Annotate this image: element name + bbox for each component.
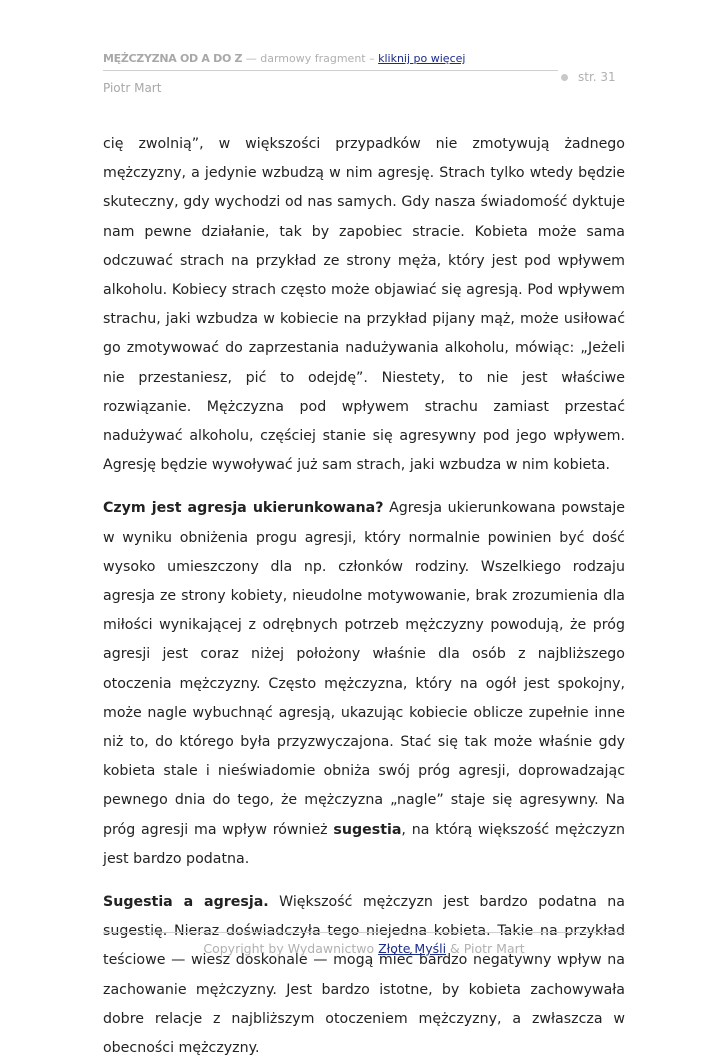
header-rule <box>103 70 558 71</box>
paragraph-2-bold: sugestia <box>333 821 402 838</box>
paragraph-3-text: Większość mężczyzn jest bardzo podatna na sugestię. Nieraz doświadczyła tego niejedna kobieta. Takie na przykład teściowe — wiesz doskonale — mogą mieć bardzo negatywny wpływ na zachowanie mężczyzny. Jest bardzo istotne, by kobieta zachowywała dobre relacje z najbliższym otoczeniem mężczyzny, a zwłaszcza w obecności mężczyzny. <box>103 894 625 1057</box>
header-dash: — <box>245 52 257 65</box>
bullet-icon <box>561 74 568 81</box>
page-footer <box>0 941 728 956</box>
paragraph-2 <box>103 494 625 874</box>
page-number: str. 31 <box>578 70 616 84</box>
page-header <box>103 52 623 65</box>
publisher-link[interactable]: Złote Myśli <box>378 941 447 956</box>
paragraph-3 <box>103 888 625 1063</box>
paragraph-3-heading: Sugestia a agresja. <box>103 894 269 911</box>
more-link[interactable]: kliknij po więcej <box>378 52 466 65</box>
paragraph-1-text: cię zwolnią”, w większości przypadków nie zmotywują żadnego mężczyzny, a jedynie wzbudzą w nim agresję. Strach tylko wtedy będzie skuteczny, gdy wychodzi od nas samych. Gdy nasza świadomość dyktuje nam pewne działanie, tak by zapobiec stracie. Kobieta może sama odczuwać strach na przykład ze strony męża, który jest pod wpływem alkoholu. Kobiecy strach często może objawiać się agresją. Pod wpływem strachu, jaki wzbudza w kobiecie na przykład pijany mąż, może usiłować go zmotywować do zaprzestania nadużywania alkoholu, mówiąc: „Jeżeli nie przestaniesz, pić to odejdę”. Niestety, to nie jest właściwe rozwiązanie. Mężczyzna pod wpływem strachu zamiast przestać nadużywać alkoholu, częściej stanie się agresywny pod jego wpływem. Agresję będzie wywoływać już sam strach, jaki wzbudza w nim kobieta. <box>103 136 625 474</box>
footer-rule <box>103 932 625 933</box>
header-line <box>103 52 623 65</box>
header-author: Piotr Mart <box>103 81 162 95</box>
copyright-suffix: & Piotr Mart <box>446 941 525 956</box>
fragment-label: darmowy fragment – <box>260 52 375 65</box>
page-content <box>103 130 625 1063</box>
paragraph-1 <box>103 130 625 480</box>
paragraph-2-text-b: , na którą większość mężczyzn jest bardzo podatna. <box>103 821 626 867</box>
copyright-prefix: Copyright by Wydawnictwo <box>203 941 379 956</box>
paragraph-2-text-a: Agresja ukierunkowana powstaje w wyniku obniżenia progu agresji, który normalnie powinien być dość wysoko umieszczony dla np. członków rodziny. Wszelkiego rodzaju agresja ze strony kobiety, nieudolne motywowanie, brak zrozumienia dla miłości wynikającej z odrębnych potrzeb mężczyzny powodują, że próg agresji jest coraz niżej położony właśnie dla osób z najbliższego otoczenia mężczyzny. Często mężczyzna, który na ogół jest spokojny, może nagle wybuchnąć agresją, ukazując kobiecie oblicze zupełnie inne niż to, do którego była przyzwyczajona. Stać się tak może właśnie gdy kobieta stale i nieświadomie obniża swój próg agresji, doprowadzając pewnego dnia do tego, że mężczyzna „nagle” staje się agresywny. Na próg agresji ma wpływ również <box>103 500 625 838</box>
book-title: MĘŻCZYZNA OD A DO Z <box>103 52 243 65</box>
paragraph-2-heading: Czym jest agresja ukierunkowana? <box>103 500 384 517</box>
